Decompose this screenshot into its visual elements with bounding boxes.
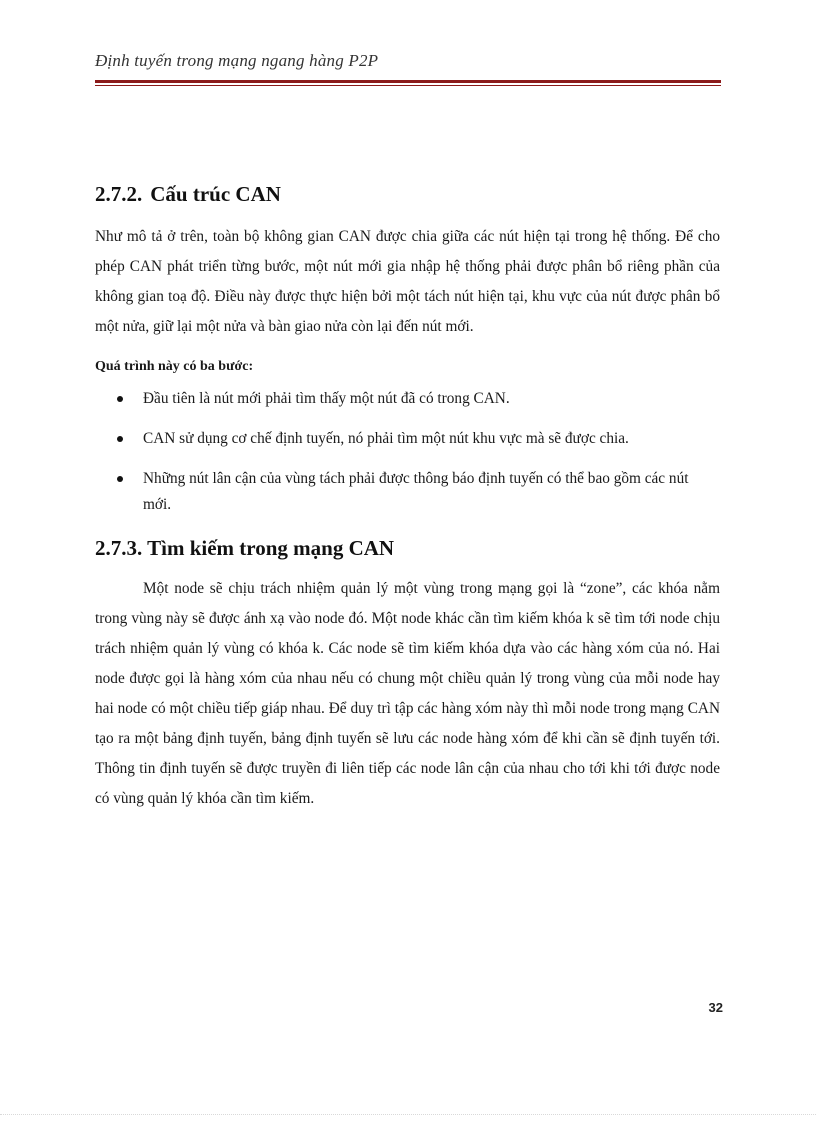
page-number: 32 (708, 1000, 723, 1015)
section-number: 2.7.2. (95, 182, 143, 206)
steps-title: Quá trình này có ba bước: (95, 359, 254, 374)
list-item (143, 466, 720, 518)
section-paragraph: Như mô tả ở trên, toàn bộ không gian CAN được chia giữa các nút hiện tại trong hệ thống. Để cho phép CAN phát triển từng bước, một nút mới gia nhập hệ thống phải được phân bổ riêng phần của không gian toạ độ. Điều này được thực hiện bởi một tách nút hiện tại, khu vực của nút được phân bổ một nửa, giữ lại một nửa và bàn giao nửa còn lại đến nút mới. (95, 228, 720, 335)
list-item (143, 426, 720, 452)
section-paragraph: Một node sẽ chịu trách nhiệm quản lý một vùng trong mạng gọi là “zone”, các khóa nằm trong vùng này sẽ được ánh xạ vào node đó. Một node khác cần tìm kiếm khóa k sẽ tìm tới node chịu trách nhiệm quản lý vùng có khóa k. Các node sẽ tìm kiếm khóa dựa vào các hàng xóm của nó. Hai node được gọi là hàng xóm của nhau nếu có chung một chiều quản lý trong vùng của mỗi node hay hai node có một chiều tiếp giáp nhau. Để duy trì tập các hàng xóm này thì mỗi node trong mạng CAN tạo ra một bảng định tuyến, bảng định tuyến sẽ lưu các node hàng xóm để khi cần sẽ định tuyến tới. Thông tin định tuyến sẽ được truyền đi liên tiếp các node lân cận của nhau cho tới khi tới được node có vùng quản lý khóa cần tìm kiếm. (95, 580, 720, 807)
bullet-icon (117, 436, 123, 442)
section-title: Cấu trúc CAN (150, 182, 281, 206)
header-title: Định tuyến trong mạng ngang hàng P2P (95, 51, 379, 70)
list-item-text: Những nút lân cận của vùng tách phải được thông báo định tuyến có thể bao gồm các nút mới. (143, 470, 689, 513)
page-header (95, 50, 721, 86)
steps-list (95, 386, 720, 518)
section-heading-2-7-2 (95, 180, 720, 208)
section-heading-2-7-3 (95, 534, 720, 562)
list-item-text: CAN sử dụng cơ chế định tuyến, nó phải tìm một nút khu vực mà sẽ được chia. (143, 430, 629, 447)
list-item (143, 386, 720, 412)
header-rule-thin (95, 85, 721, 86)
section-number: 2.7.3. (95, 536, 143, 560)
footer-divider (0, 1114, 816, 1115)
bullet-icon (117, 476, 123, 482)
page-content (95, 170, 720, 814)
header-rule (95, 80, 721, 83)
bullet-icon (117, 396, 123, 402)
list-item-text: Đầu tiên là nút mới phải tìm thấy một nút đã có trong CAN. (143, 390, 510, 407)
section-title: Tìm kiếm trong mạng CAN (147, 536, 395, 560)
